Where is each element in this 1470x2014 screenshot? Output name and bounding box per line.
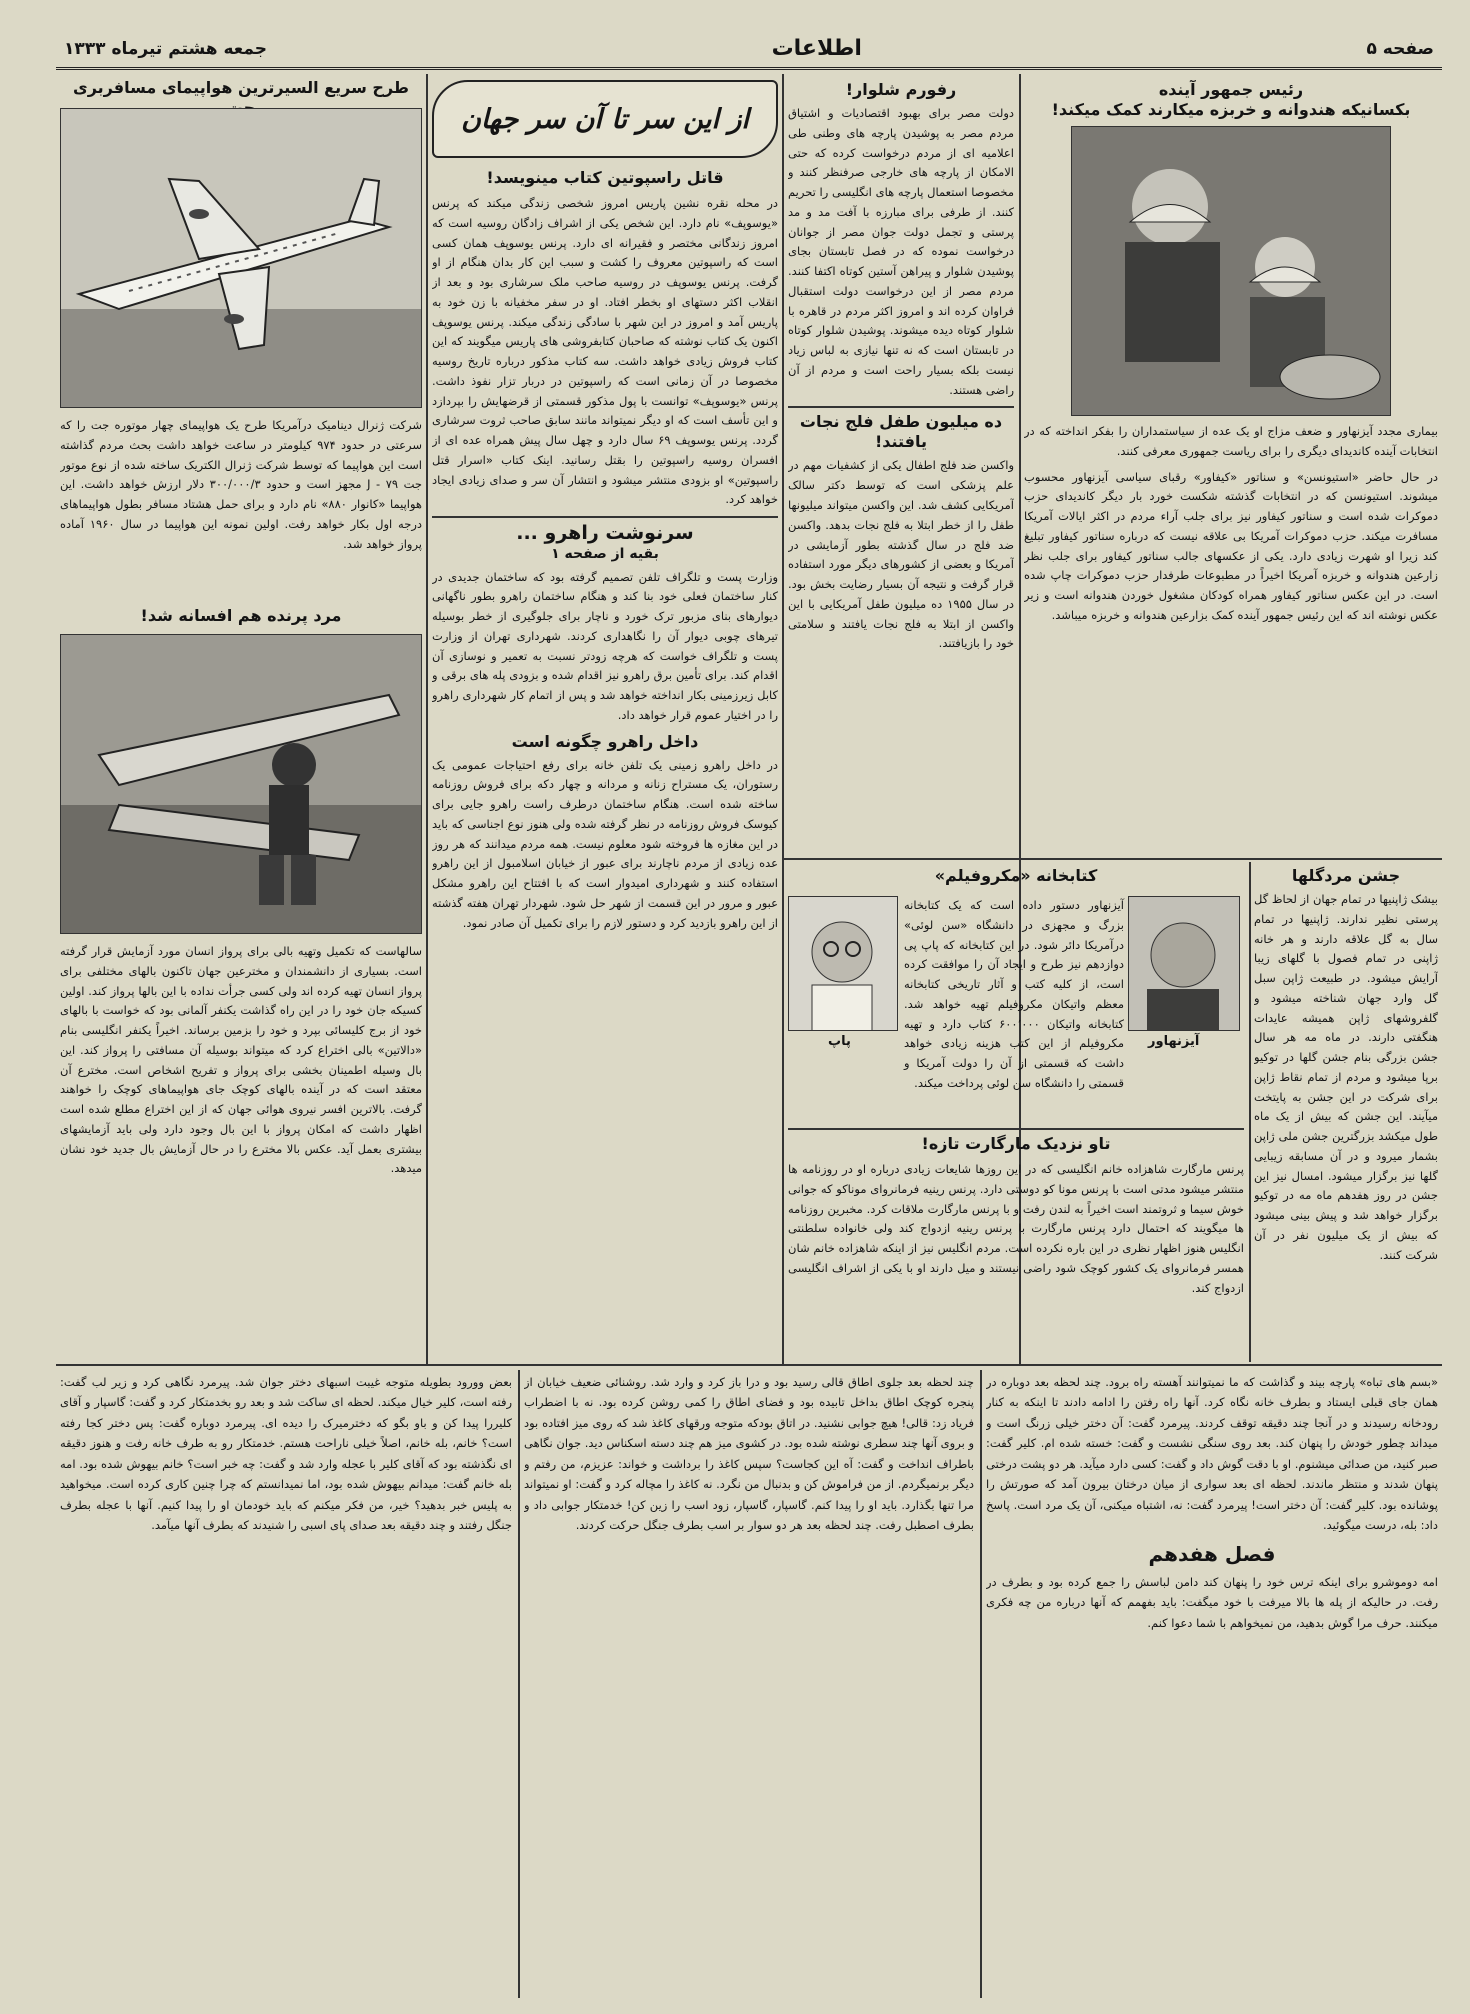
rasputin-headline: قاتل راسپوتین کتاب مینویسد!	[486, 168, 724, 187]
column-rule	[426, 74, 428, 1364]
story-divider	[432, 516, 778, 518]
microfilm-library-text: آیزنهاور دستور داده است که یک کتابخانه بزرگ و مجهزی در دانشگاه «سن لوئی» درآمریکا دائر شود. در این کتابخانه که پاپ پی دوازدهم نیز طرح و ایجاد آن را موافقت کرده است، از کلیه کتب و آثار تاریخی کتابخانه معظم واتیکان مکروفیلم تهیه خواهد شد. کتابخانه واتیکان ۶۰۰٬۰۰۰ کتاب دارد و تهیه مکروفیلم از این کتب هزینه زیادی خواهد داشت که قسمتی از آن را دولت آمریکا و قسمتی را دانشگاه سن لوئی پرداخت میکند.	[904, 898, 1124, 1090]
section-rule	[782, 858, 1442, 860]
monaco-headline: تاو نزدیک مارگارت تازه!	[921, 1134, 1111, 1153]
pope-label: پاپ	[828, 1034, 851, 1049]
jet-headline: طرح سریع السیرترین هواپیمای مسافربری	[73, 78, 409, 97]
polio-headline: ده میلیون طفل فلج نجات یافتند!	[799, 412, 1003, 452]
flowers-column	[1254, 866, 1438, 1360]
senator-eating-watermelon-illustration	[1071, 127, 1390, 416]
polio-text: واکسن ضد فلج اطفال یکی از کشفیات مهم در علم پزشکی است که توسط دکتر سالک آمریکایی کشف شد. این واکسن میتواند میلیونها طفل را از خطر ابتلا به فلج نجات بدهد. واکسن ضد فلج در سال گذشته بطور آزمایشی در آمریکا و بعضی از کشورهای دیگر مورد استفاده قرار گرفت و نتیجه آن بسیار رضایت بخش بود. در سال ۱۹۵۵ ده میلیون طفل آمریکایی با این واکسن از ابتلا به فلج نجات یافتند و سلامتی خود را بازیافتند.	[788, 458, 1014, 651]
issue-date: جمعه هشتم تیرماه ۱۳۳۳	[64, 38, 268, 59]
chapter-text: امه دوموشرو برای اینکه ترس خود را پنهان کند دامن لباسش را جمع کرده بود و بطرف در رفت. در حالیکه از پله ها بالا میرفت با خود میگفت: باید بفهمم که آنها درباره من چه فکری میکنند. حرف مرا گوش بدهید، من نمیخواهم با شما دعوا کنم.	[986, 1574, 1438, 1630]
pope-face-illustration	[788, 897, 897, 1031]
trousers-headline: رفورم شلوار!	[845, 80, 957, 99]
eisenhower-label: آیزنهاور	[1148, 1034, 1200, 1049]
pope-portrait	[788, 896, 898, 1031]
microfilm-library-headline: کتابخانه «مکروفیلم»	[934, 866, 1098, 885]
column-rule	[518, 1370, 520, 1998]
left-column	[60, 78, 422, 1368]
newspaper-title: اطلاعات	[771, 36, 862, 61]
column-rule	[782, 74, 784, 1364]
flying-man-illustration	[60, 635, 421, 934]
library-story	[788, 866, 1244, 1360]
jet-caption: شرکت ژنرال دینامیک درآمریکا طرح یک هواپیمای چهار موتوره جت را که سرعتی در حدود ۹۷۴ کیلومتر در ساعت خواهد داشت بحث مردم گذاشته است این هواپیما که توسط شرکت ژنرال الکتریک ساخته شده از نوع موتور جت ۷۹ - J مجهز است و حدود ۳۰۰/۰۰۰/۳ دلار ارزش خواهد داشت. این هواپیما «کانوار ۸۸۰» نام دارد و برای حمل هشتاد مسافر بطول هواپیماهای درجه اول بکار خواهد رفت. اولین نمونه این هواپیما در سال ۱۹۶۰ آماده پرواز خواهد شد.	[60, 418, 422, 551]
rasputin-text: در محله نقره نشین پاریس امروز شخصی زندگی میکند که پرنس «یوسوپف» نام دارد. این شخص یکی از اشراف زادگان روسیه است که امروز زندگانی مختصر و فقیرانه ای دارد. پرنس یوسوپف همان کسی است که راسپوتین معروف را کشت و سبب این کار بدان هنگام از او گرفت. پرنس یوسوپف در روسیه صاحب ملک سرشاری بود و بعد از انقلاب اکثر دستهای او بخطر افتاد. او در سفر مخفیانه با زن خود به پاریس آمد و امروز در این شهر با سادگی زندگی میکند. پرنس یوسوپف اکنون یک کتاب نوشته که صاحبان کتابفروشی های پاریس میگویند که این کتاب فروش زیادی خواهد داشت. سه کتاب مذکور درباره تاریخ روسیه مخصوصا در آن زمانی است که راسپوتین در دربار تزار نفوذ داشت. پرنس «یوسوپف» توانست با پول مذکور قسمتی از قرضهایش را بپردازد و این تأسف است که او دیگر نمیتواند مانند سابق صاحب ثروت سرشاری گردد. پرنس یوسوپف ۶۹ سال دارد و چهل سال پیش همراه عده ای از افسران روسیه راسپوتین را بقتل رسانید. اینک کتاب «اسرار قتل راسپوتین» او بزودی منتشر میشود و انتشار آن سر و صدای زیادی ایجاد خواهد کرد.	[432, 196, 778, 507]
passage-continued: بقیه از صفحه ۱	[551, 546, 659, 562]
watermelon-photo	[1071, 126, 1391, 416]
eisenhower-face-illustration	[1128, 897, 1239, 1031]
serial-column-middle	[524, 1372, 974, 1998]
story-divider	[788, 406, 1014, 408]
right-column	[1024, 80, 1438, 870]
feature-column	[432, 80, 778, 1366]
chapter-title: فصل هفدهم	[1148, 1541, 1276, 1566]
president-headline: رئیس جمهور آینده	[1158, 80, 1304, 99]
flying-man-headline: مرد پرنده هم افسانه شد!	[140, 606, 342, 625]
president-caption: بیماری مجدد آیزنهاور و ضعف مزاج او یک عده از سیاستمداران را بفکر انداخته که در انتخابات آینده کاندیدای دیگری را برای ریاست جمهوری معرفی کنند.	[1024, 424, 1438, 458]
monaco-text: پرنس مارگارت شاهزاده خانم انگلیسی که در این روزها شایعات زیادی درباره او در روزنامه ها منتشر میشود مدتی است با پرنس مونا کو دوستی دارد. پرنس رینیه فرمانروای موناکو که جوانی خوش سیما و ثروتمند است اخیراً به لندن رفت و با پرنس مارگارت ملاقات کرد. مخبرین روزنامه ها میگویند که احتمال دارد پرنس مارگارت با پرنس رینیه ازدواج کند ولی خانواده سلطنتی انگلیس هنوز اظهار نظری در این باره نکرده است. مردم انگلیس نیز از اینکه شاهزاده خانم شان همسر فرمانروای یک کشور کوچک شود راضی نیستند و میل دارند او با یکی از اشراف انگلیسی ازدواج کند.	[788, 1162, 1244, 1295]
flying-man-photo	[60, 634, 422, 934]
newspaper-page	[56, 30, 1442, 2002]
flower-festival-headline: جشن مردگلها	[1291, 866, 1401, 885]
column-rule	[980, 1370, 982, 1998]
inside-passage-headline: داخل راهرو چگونه است	[511, 731, 699, 751]
trousers-text: دولت مصر برای بهبود اقتصادیات و اشتیاق مردم مصر به پوشیدن پارچه های وطنی طی اعلامیه ای از مردم درخواست کرده که حتی الامکان از پارچه های خارجی صرفنظر کنند و مخصوصا استعمال پارچه های انگلیسی را تحریم کنند. از طرفی برای مبارزه با آفت مد و مد پرستی و تجمل دولت جوان مصر از جوانان درخواست نموده که در فصل تابستان بجای پوشیدن شلوار و پیراهن آستین کوتاه اکتفا کنند. مردم مصر از این درخواست دولت استقبال فراوان کرده اند و امروز اکثر مردم در قاهره با شلوار کوتاه دیده میشوند. پوشیدن شلوار کوتاه در تابستان است که نه تنها نیازی به لباس زیاد نیست بلکه بسیار راحت است و مردم از آن راضی هستند.	[788, 106, 1014, 397]
feature-banner: از این سر تا آن سر جهان	[432, 80, 778, 158]
flying-man-text: سالهاست که تکمیل وتهیه بالی برای پرواز انسان مورد آزمایش قرار گرفته است. بسیاری از دانشمندان و مخترعین جهان تاکنون بالهای مختلفی برای پرواز انسان تهیه کرده اند ولی کسی جرأت نداده با این بالها پرواز کند. اولین کسیکه جان خود را در این راه گذاشت یکنفر آلمانی بود که خواست با بالهای خود از برج کلیسائی بپرد و خود را بزمین برساند. اخیراً یکنفر انگلیسی بنام «دالاتین» بالی اختراع کرد که میتواند بوسیله آن مسافتی را پرواز کند. این بال وسیله اطمینان بخشی برای پرواز و تفریح اشخاص است. مخترع آن معتقد است که در آینده بالهای کوچک جای هواپیماهای کوچک را خواهند گرفت. بالاترین افسر نیروی هوائی جهان که از این اختراع مطلع شده است اظهار داشت که امکان پرواز با این بال وجود دارد ولی باید آزمایشهای بیشتری بعمل آید. عکس بالا مخترع را در حال آزمایش بال جدید خود نشان میدهد.	[60, 944, 422, 1176]
passage-headline: سرنوشت راهرو ...	[516, 522, 694, 545]
passage-text: وزارت پست و تلگراف تلفن تصمیم گرفته بود که ساختمان جدیدی در کنار ساختمان فعلی خود بنا کند و هنگام ساختمان راهرو بطور ناگهانی دیوارهای بنای مزبور ترک خورد و ناچار برای جلوگیری از خطر بوسیله تیرهای چوبی دیوار آن را نگاهداری کردند. شهرداری تهران از وزارت پست و تلگراف خواست که هرچه زودتر نسبت به تعمیر و نوسازی آن اقدام کند. برای تأمین برق راهرو نیز اقدام شده و بزودی پله های برقی و کابل زیرزمینی بکار انداخته خواهد شد و پس از اتمام کار شهرداری راهرو را در اختیار عموم قرار خواهد داد.	[432, 569, 778, 722]
inside-passage-text: در داخل راهرو زمینی یک تلفن خانه برای رفع احتیاجات عمومی یک رستوران، یک مستراح زنانه و مردانه و چهار دکه برای فروش روزنامه ساخته شده است. هنگام ساختمان درطرف راست راهرو جایی برای کیوسک فروش روزنامه در نظر گرفته شده ولی هنوز نوع اجناسی که باید در این مغازه ها فروخته شود معلوم نیست. همه مردم میدانند که هر روز عده زیادی از مردم ناچارند برای عبور از خیابان اسلامبول از این راهرو استفاده کنند و شهرداری امیدوار است که با افتتاح این راهرو مشکل عبور و مرور در این قسمت از شهر حل شود. شهردار تهران هفته گذشته از این راهرو بازدید کرد و دستور لازم را برای تکمیل آن صادر نمود.	[432, 757, 778, 930]
president-text: در حال حاضر «استیونسن» و سناتور «کیفاور» رقبای سیاسی آیزنهاور محسوب میشوند. استیونسن که در انتخابات گذشته شکست خورد بار دیگر کاندیدای حزب دموکرات شده است و سناتور کیفاور نیز برای جلب آراء مردم در اکثر ایالات آمریکا مسافرت میکند. حزب دموکرات آمریکا بی علاقه نیست که درباره سناتور کیفاور تبلیغ کند زیرا او شهرت زیادی دارد. یکی از عکسهای جالب سناتور کیفاور برای جلب نظر زارعین هندوانه و خربزه آمریکا اخیراً در مطبوعات طرفدار حزب دموکرات چاپ شده است. در این عکس سناتور کیفاور همراه کودکان مشغول خوردن هندوانه است و زیر عکس نوشته اند که این رئیس جمهور آینده کمک بزارعین هندوانه و خربزه میباشد.	[1024, 469, 1438, 622]
serial-text-part-3: بعض وورود بطویله متوجه غیبت اسبهای دختر جوان شد. پیرمرد نگاهی کرد و زیر لب گفت: رفته است، کلیر خیال میکند. لحظه ای ساکت شد و بعد رو بخدمتکار کرد و گفت: گاسپار و آقای کلیررا پیدا کن و باو بگو که دخترمیرک را دیده ای. پیرمرد دوباره گفت: پس دختر کجا رفته است؟ خانم، بله خانم، اصلاً خیلی ناراحت هستم. خدمتکار رو به طرف خانه رفت و هنوز دقیقه ای نگذشته بود که آقای کلیر با عجله وارد شد و گفت: چه خبر است؟ خانم بیهوش شده بود. امه بله خانم گفت: میدانم بیهوش شده بود، اما نمیدانستم که چرا چنین کاری کرده است. میخواهید به پلیس خبر بدهید؟ خیر، من فکر میکنم که باید خودمان او را پیدا کنیم. آنها با عجله بطرف جنگل رفتند و چند دقیقه بعد صدای پای اسبی را شنیدند که بطرف آنها میآمد.	[60, 1375, 512, 1533]
flower-festival-text: بیشک ژاپنیها در تمام جهان از لحاظ گل پرستی نظیر ندارند. ژاپنیها در تمام سال به گل علاقه دارند و هر خانه ژاپنی در تمام فصول با گلهای زیبا آرایش میشود. در طبیعت ژاپن سبل گل وارد جهان شناخته میشود و گلفروشهای ژاپن همیشه عایدات هنگفتی دارند. در ماه مه هر سال جشن بزرگی بنام جشن گلها در توکیو برپا میشود و مردم از تمام نقاط ژاپن برای شرکت در این جشن به پایتخت میآیند. این جشن که بیش از یک ماه طول میکشد بزرگترین جشن ملی ژاپن بشمار میرود و در آن مسابقه زیبایی گلها نیز برگزار میشود. امسال نیز این جشن در روز هفدهم ماه مه در توکیو برگزار خواهد شد و پیش بینی میشود که بیش از یک میلیون نفر در آن شرکت کنند.	[1254, 892, 1438, 1262]
serial-text-part-2: چند لحظه بعد جلوی اطاق قالی رسید بود و درا باز کرد و وارد شد. روشنائی ضعیف خیابان از پنجره کوچک اطاق بداخل تابیده بود و فضای اطاق را کمی روشن کرده بود. نه با اضطراب فریاد زد: قالی! هیچ جوابی نشنید. در اتاق بودکه متوجه ورقهای کاغذ شد که روی میز افتاده بود و بروی آنها چند سطری نوشته شده بود. در کشوی میز هم چند دسته اسکناس دید. جوان نگاهی باطراف انداخت و گفت: آه این کجاست؟ سپس کاغذ را برداشت و خواند: عزیزم، من رفتم و دیگر برنمیگردم. از من فراموش کن و بدنبال من نگرد. نه کاغذ را مچاله کرد و گفت: او نمیتواند مرا تنها بگذارد. باید او را پیدا کنم. گاسپار، گاسپار، زود اسب را زین کن! خدمتکار جوابی داد و بطرف اصطبل رفت. چند لحظه بعد هر دو سوار بر اسب بطرف جنگل حرکت کردند.	[524, 1375, 974, 1533]
masthead	[56, 30, 1442, 70]
eisenhower-portrait	[1128, 896, 1240, 1031]
serial-text-part-1: «بسم های تباه» پارچه بیند و گذاشت که ما نمیتوانند آهسته راه برود. چند لحظه بعد دوباره در همان جای قبلی ایستاد و بطرف خانه نگاه کرد. آنها راه رفتن را ادامه دادند تا اینکه به کنار رودخانه رسیدند و در آنجا چند دقیقه توقف کردند. پیرمرد گفت: آن دختر خیلی زرنگ است و میداند چطور خودش را پنهان کند. بعد روی سنگی نشست و گفت: خسته شده ام. کلیر گفت: صبر کنید، من صدائی میشنوم. او با دقت گوش داد و گفت: کسی دارد میآید. هر دو پشت درختی پنهان شدند و منتظر ماندند. لحظه ای بعد سواری از میان درختان بیرون آمد که صورتش را پوشانده بود. کلیر گفت: آن دختر است! پیرمرد گفت: نه، اشتباه میکنی، آن یک مرد است. پاسخ داد: بله، درست میگوئید.	[986, 1375, 1438, 1533]
serial-column-right	[986, 1372, 1438, 1998]
column-rule	[1249, 862, 1251, 1362]
story-divider	[788, 1128, 1244, 1130]
president-subhead: بکسانیکه هندوانه و خربزه میکارند کمک میکند!	[1051, 100, 1411, 119]
page-number: صفحه ۵	[1366, 38, 1434, 59]
serial-column-left	[60, 1372, 512, 1998]
jet-airplane-photo	[60, 108, 422, 408]
airplane-illustration	[60, 109, 421, 408]
middle-column	[788, 80, 1014, 850]
